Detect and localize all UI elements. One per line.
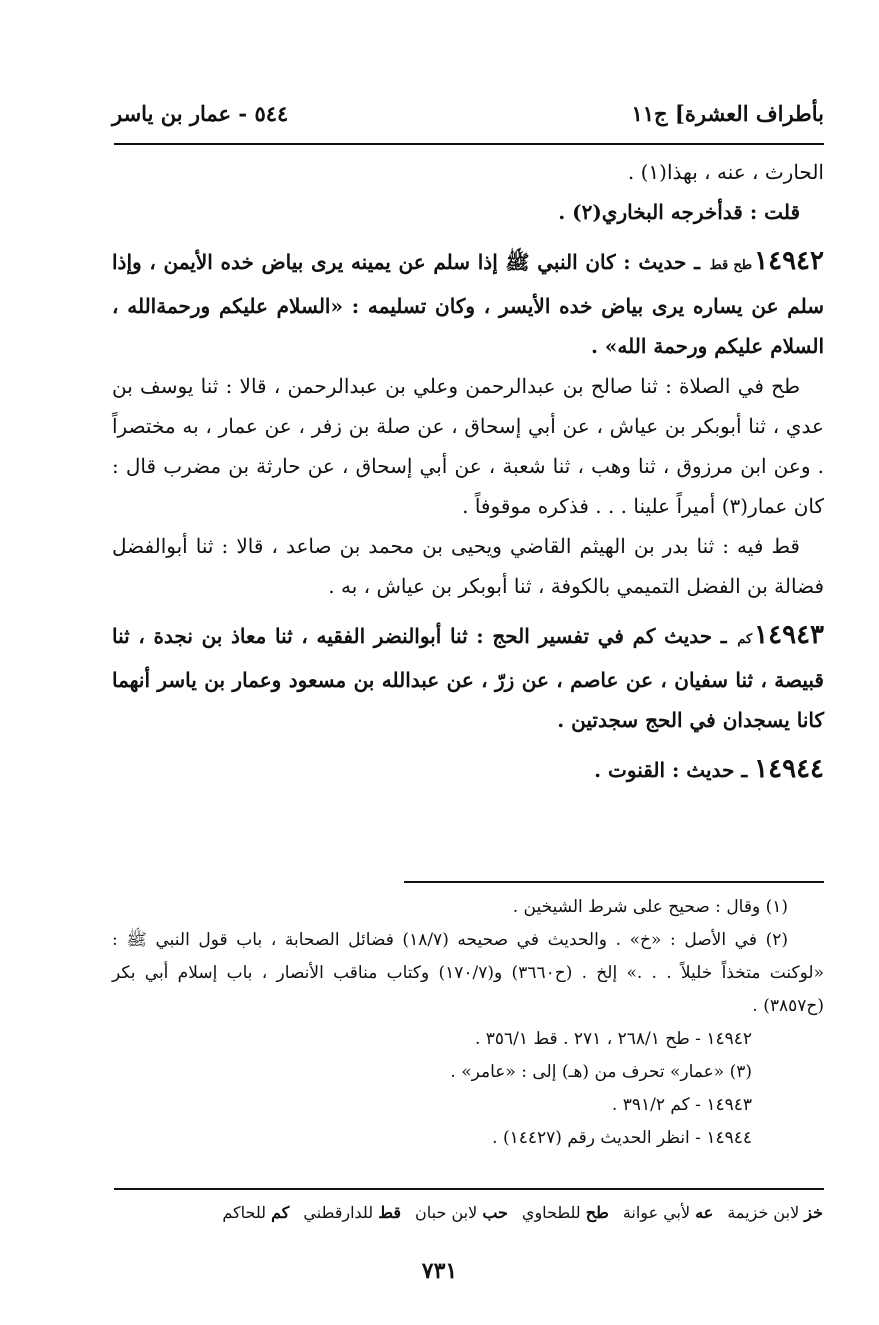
- abbreviation-key: [111, 1196, 823, 1228]
- footnote-2: (٢) في الأصل : «خ» . والحديث في صحيحه (١٨/٧) فضائل الصحابة ، باب قول النبي ﷺ : «لوكنت متخذاً خليلاً . . .» إلخ . (ح٣٦٦٠) و(١٧٠/٧) وكتاب مناقب الأنصار ، باب إسلام أبي بكر (ح٣٨٥٧) .: [112, 930, 824, 1016]
- abbreviation-item: عه لأبي عوانة: [622, 1202, 714, 1222]
- paragraph-3: طح في الصلاة : ثنا صالح بن عبدالرحمن وعلي بن عبدالرحمن ، قالا : ثنا يوسف بن عدي ، ثنا أبوبكر بن عياش ، عن أبي إسحاق ، عن صلة بن زفر ، عن عمار ، به مختصراً . وعن ابن مرزوق ، ثنا وهب ، ثنا شعبة ، عن أبي إسحاق ، عن حارثة بن مضرب قال : كان عمار(٣) أميراً علينا . . . فذكره موقوفاً .: [112, 374, 824, 518]
- abbreviation-item: خز لابن خزيمة: [727, 1202, 823, 1222]
- reference-14943: ١٤٩٤٣ - كم ٣٩١/٢ .: [611, 1095, 752, 1115]
- abbreviation-item: كم للحاكم: [222, 1202, 290, 1222]
- running-header: [112, 96, 824, 130]
- paragraph-2: قلت : قدأخرجه البخاري(٢) .: [558, 200, 800, 224]
- header-book-title: بأطراف العشرة] ج١١: [631, 100, 824, 126]
- paragraph-4: قط فيه : ثنا بدر بن الهيثم القاضي ويحيى بن محمد بن صاعد ، قالا : ثنا أبوالفضل فضالة بن الفضل التميمي بالكوفة ، ثنا أبوبكر بن عياش ، به .: [112, 534, 824, 598]
- main-text: [112, 152, 824, 790]
- hadith-entry-14942: [112, 241, 824, 366]
- abbreviation-item: حب لابن حبان: [415, 1202, 508, 1222]
- footnote-rule: [404, 881, 824, 883]
- abbreviation-item: طح للطحاوي: [521, 1202, 609, 1222]
- hadith-text: ـ حديث : القنوت .: [594, 758, 748, 782]
- hadith-text: ـ حديث : كان النبي ﷺ إذا سلم عن يمينه يرى بياض خده الأيمن ، وإذا سلم عن يساره يرى بياض خده الأيسر ، وكان تسليمه : «السلام عليكم ورحمةالله ، السلام عليكم ورحمة الله» .: [112, 250, 824, 358]
- hadith-entry-14944: [112, 749, 824, 790]
- footnote-3: (٣) «عمار» تحرف من (هـ) إلى : «عامر» .: [450, 1062, 752, 1082]
- footnotes: [112, 891, 824, 1155]
- hadith-number: ١٤٩٤٣: [754, 620, 824, 650]
- reference-14942: ١٤٩٤٢ - طح ٢٦٨/١ ، ٢٧١ . قط ٣٥٦/١ .: [474, 1029, 752, 1049]
- abbreviation-item: قط للدارقطني: [303, 1202, 402, 1222]
- paragraph-1: الحارث ، عنه ، بهذا(١) .: [627, 160, 824, 184]
- page-number: ٧٣١: [421, 1258, 458, 1284]
- hadith-source-siglum: كم: [737, 632, 753, 647]
- footnote-1: (١) وقال : صحيح على شرط الشيخين .: [512, 897, 788, 917]
- header-rule: [114, 143, 824, 145]
- abbreviation-rule: [114, 1188, 824, 1190]
- hadith-number: ١٤٩٤٢: [754, 246, 824, 276]
- hadith-number: ١٤٩٤٤: [754, 754, 824, 784]
- header-section-title: ٥٤٤ - عمار بن ياسر: [112, 100, 289, 126]
- hadith-entry-14943: [112, 615, 824, 740]
- hadith-text: ـ حديث كم في تفسير الحج : ثنا أبوالنضر الفقيه ، ثنا معاذ بن نجدة ، ثنا قبيصة ، ثنا سفيان ، عن عاصم ، عن زرّ ، عن عبدالله بن مسعود وعمار بن ياسر أنهما كانا يسجدان في الحج سجدتين .: [112, 624, 824, 732]
- reference-14944: ١٤٩٤٤ - انظر الحديث رقم (١٤٤٢٧) .: [492, 1128, 752, 1148]
- hadith-source-siglum: طح قط: [709, 258, 753, 273]
